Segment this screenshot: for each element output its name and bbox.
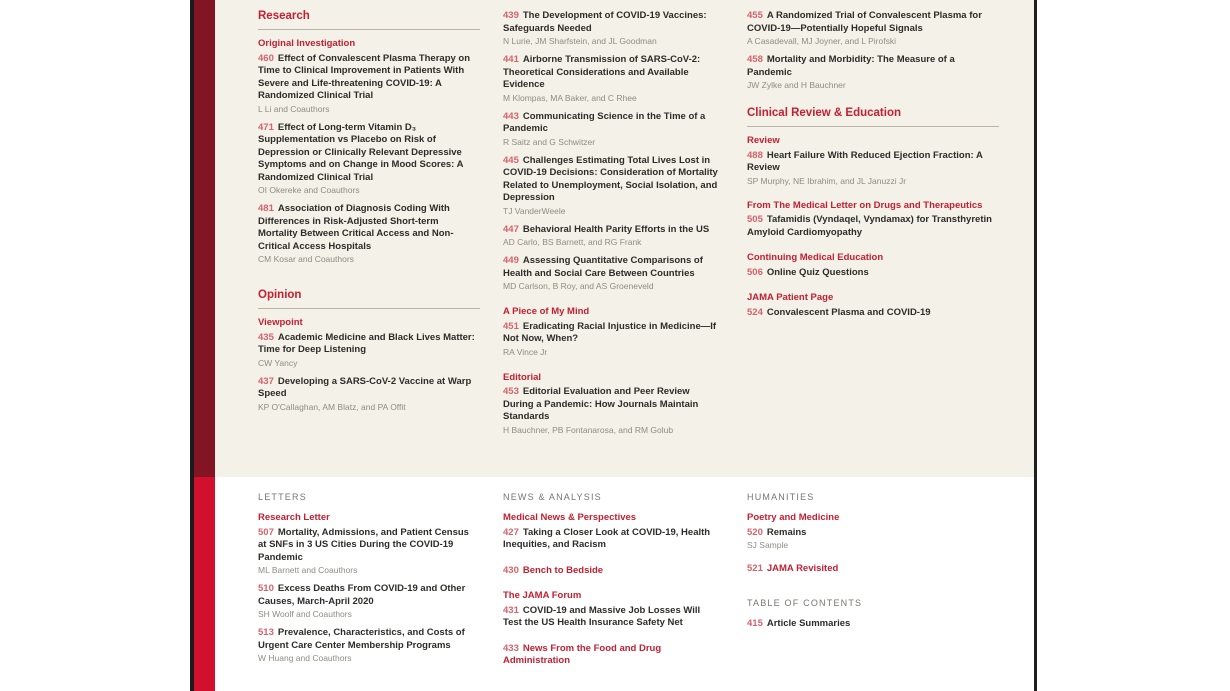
toc-entry	[747, 54, 999, 91]
page-number: 439	[503, 10, 519, 21]
page-number: 431	[503, 604, 519, 616]
subheading-jama-forum: The JAMA Forum	[503, 590, 582, 601]
page-number: 447	[503, 223, 519, 235]
article-authors: JW Zylke and H Bauchner	[747, 80, 846, 90]
article-title: Bench to Bedside	[522, 564, 604, 576]
top-column-3	[747, 10, 999, 326]
page-number: 455	[747, 10, 763, 21]
article-title: Airborne Transmission of SARS-CoV-2: Theoretical Considerations and Available Evidence	[503, 54, 701, 90]
toc-entry	[503, 10, 721, 47]
article-title: Taking a Closer Look at COVID-19, Health Inequities, and Racism	[503, 526, 711, 550]
article-authors: CW Yancy	[258, 357, 298, 368]
page-number: 513	[258, 627, 274, 638]
article-authors: SP Murphy, NE Ibrahim, and JL Januzzi Jr	[747, 175, 907, 186]
toc-page	[190, 0, 1037, 691]
article-authors: MD Carlson, B Roy, and AS Groeneveld	[503, 281, 654, 291]
article-title: Excess Deaths From COVID-19 and Other Causes, March-April 2020	[258, 583, 466, 607]
article-title: Prevalence, Characteristics, and Costs of Urgent Care Center Membership Programs	[258, 627, 465, 651]
left-red-bar-top	[194, 0, 215, 477]
article-title: Online Quiz Questions	[766, 266, 869, 278]
page-number: 415	[747, 617, 763, 629]
section-heading-letters: LETTERS	[258, 492, 307, 502]
article-title: Academic Medicine and Black Lives Matter: Time for Deep Listening	[258, 331, 475, 355]
toc-entry	[747, 307, 999, 320]
toc-entry	[747, 563, 999, 576]
article-title: Remains	[766, 526, 807, 538]
section-heading-research: Research	[258, 10, 480, 30]
toc-entry	[258, 122, 480, 197]
article-title: Communicating Science in the Time of a Pandemic	[503, 110, 706, 134]
article-title: Heart Failure With Reduced Ejection Fraction: A Review	[747, 149, 983, 173]
bottom-column-humanities	[747, 492, 999, 637]
page-number: 507	[258, 526, 274, 538]
article-title: Article Summaries	[766, 617, 851, 629]
article-title: Developing a SARS-CoV-2 Vaccine at Warp Speed	[258, 375, 472, 399]
toc-entry	[503, 111, 721, 148]
subheading-medical-news: Medical News & Perspectives	[503, 512, 637, 523]
toc-entry	[258, 627, 480, 664]
page-number: 427	[503, 526, 519, 538]
page-number: 488	[747, 149, 763, 161]
article-title: Association of Diagnosis Coding With Differences in Risk-Adjusted Short-term Mortality Between Critical Access and Non-Critical Access Hospitals	[258, 203, 454, 252]
page-number: 520	[747, 526, 763, 538]
article-title: The Development of COVID-19 Vaccines: Safeguards Needed	[503, 10, 707, 34]
article-title: Challenges Estimating Total Lives Lost in COVID-19 Decisions: Consideration of Mortality Related to Unemployment, Social Isolation, and Depression	[503, 154, 718, 203]
article-authors: ML Barnett and Coauthors	[258, 565, 358, 575]
toc-entry	[503, 643, 721, 668]
article-authors: TJ VanderWeele	[503, 205, 566, 216]
article-title: Effect of Convalescent Plasma Therapy on Time to Clinical Improvement in Patients With Severe and Life-threatening COVID-19: A Randomized Clinical Trial	[258, 52, 471, 101]
article-title: News From the Food and Drug Administration	[503, 642, 662, 666]
page-number: 510	[258, 583, 274, 594]
toc-entry	[503, 386, 721, 436]
page-number: 443	[503, 110, 519, 122]
article-title: Assessing Quantitative Comparisons of Health and Social Care Between Countries	[503, 255, 703, 279]
toc-entry	[258, 332, 480, 369]
top-column-2	[503, 10, 721, 443]
article-authors: W Huang and Coauthors	[258, 653, 352, 663]
page-number: 453	[503, 386, 519, 397]
article-authors: H Bauchner, PB Fontanarosa, and RM Golub	[503, 424, 674, 435]
article-authors: SH Woolf and Coauthors	[258, 609, 352, 619]
toc-entry	[258, 527, 480, 577]
section-heading-table-of-contents: TABLE OF CONTENTS	[747, 597, 863, 608]
subheading-medical-letter: From The Medical Letter on Drugs and Therapeutics	[747, 199, 983, 211]
toc-entry	[258, 376, 480, 413]
page-number: 458	[747, 54, 763, 65]
article-authors: AD Carlo, BS Barnett, and RG Frank	[503, 237, 642, 247]
toc-entry	[503, 565, 721, 578]
article-authors: M Klompas, MA Baker, and C Rhee	[503, 92, 637, 103]
subheading-viewpoint: Viewpoint	[258, 317, 303, 328]
toc-entry	[747, 150, 999, 187]
page-number: 506	[747, 266, 763, 278]
toc-entry	[503, 224, 721, 249]
section-heading-clinical-review: Clinical Review & Education	[747, 107, 999, 127]
section-heading-opinion: Opinion	[258, 289, 480, 309]
page-number: 460	[258, 52, 274, 64]
page-number: 437	[258, 375, 274, 387]
article-title: Editorial Evaluation and Peer Review During a Pandemic: How Journals Maintain Standards	[503, 386, 699, 422]
section-heading-humanities: HUMANITIES	[747, 492, 815, 502]
subheading-piece-of-my-mind: A Piece of My Mind	[503, 306, 590, 317]
subheading-patient-page: JAMA Patient Page	[747, 292, 834, 303]
article-title: Mortality, Admissions, and Patient Census at SNFs in 3 US Cities During the COVID-19 Pandemic	[258, 526, 469, 563]
subheading-editorial: Editorial	[503, 371, 542, 383]
article-title: Tafamidis (Vyndaqel, Vyndamax) for Transthyretin Amyloid Cardiomyopathy	[747, 214, 992, 238]
left-red-bar-bottom	[194, 477, 215, 691]
article-title: Mortality and Morbidity: The Measure of a Pandemic	[747, 54, 955, 78]
article-authors: CM Kosar and Coauthors	[258, 254, 354, 264]
article-authors: RA Vince Jr	[503, 346, 548, 357]
bottom-column-news	[503, 492, 721, 675]
toc-entry	[503, 155, 721, 217]
subheading-original-investigation: Original Investigation	[258, 38, 356, 49]
toc-entry	[747, 10, 999, 47]
page-number: 435	[258, 331, 274, 343]
top-column-1	[258, 10, 480, 420]
article-title: JAMA Revisited	[766, 563, 839, 574]
article-authors: A Casadevall, MJ Joyner, and L Pirofski	[747, 36, 896, 46]
subheading-poetry-medicine: Poetry and Medicine	[747, 512, 840, 523]
article-title: A Randomized Trial of Convalescent Plasma for COVID-19—Potentially Hopeful Signals	[747, 10, 982, 34]
article-title: COVID-19 and Massive Job Losses Will Test the US Health Insurance Safety Net	[503, 604, 701, 628]
subheading-review: Review	[747, 135, 780, 146]
article-title: Effect of Long-term Vitamin D₃ Supplementation vs Placebo on Risk of Depression or Clinically Relevant Depressive Symptoms and on Change in Mood Scores: A Randomized Clinical Trial	[258, 121, 464, 183]
article-authors: R Saitz and G Schwitzer	[503, 136, 596, 147]
page-number: 445	[503, 154, 519, 166]
toc-entry	[747, 527, 999, 552]
article-title: Eradicating Racial Injustice in Medicine—If Not Now, When?	[503, 320, 717, 344]
toc-entry	[503, 527, 721, 552]
article-title: Behavioral Health Parity Efforts in the US	[522, 223, 710, 235]
section-heading-news-analysis: NEWS & ANALYSIS	[503, 492, 602, 502]
toc-entry	[503, 255, 721, 292]
article-title: Convalescent Plasma and COVID-19	[766, 306, 931, 318]
toc-entry	[258, 203, 480, 265]
toc-entry	[747, 618, 999, 631]
toc-entry	[747, 214, 999, 239]
article-authors: SJ Sample	[747, 540, 789, 550]
article-authors: L Li and Coauthors	[258, 103, 330, 114]
toc-entry	[258, 53, 480, 115]
page-right-border	[1034, 0, 1037, 691]
bottom-column-letters	[258, 492, 480, 671]
page-number: 441	[503, 54, 519, 65]
toc-entry	[258, 583, 480, 620]
subheading-cme: Continuing Medical Education	[747, 252, 884, 263]
page-number: 481	[258, 203, 274, 214]
page-number: 471	[258, 121, 274, 133]
toc-entry	[503, 605, 721, 630]
article-authors: KP O'Callaghan, AM Blatz, and PA Offit	[258, 401, 406, 412]
page-number: 433	[503, 642, 519, 654]
toc-entry	[503, 321, 721, 358]
article-authors: OI Okereke and Coauthors	[258, 185, 360, 195]
page-number: 521	[747, 563, 763, 574]
page-number: 524	[747, 306, 763, 318]
page-number: 505	[747, 214, 763, 225]
page-number: 430	[503, 564, 519, 576]
page-number: 451	[503, 320, 519, 332]
toc-entry	[503, 54, 721, 104]
page-number: 449	[503, 255, 519, 266]
subheading-research-letter: Research Letter	[258, 512, 330, 523]
article-authors: N Lurie, JM Sharfstein, and JL Goodman	[503, 36, 657, 46]
toc-entry	[747, 267, 999, 280]
